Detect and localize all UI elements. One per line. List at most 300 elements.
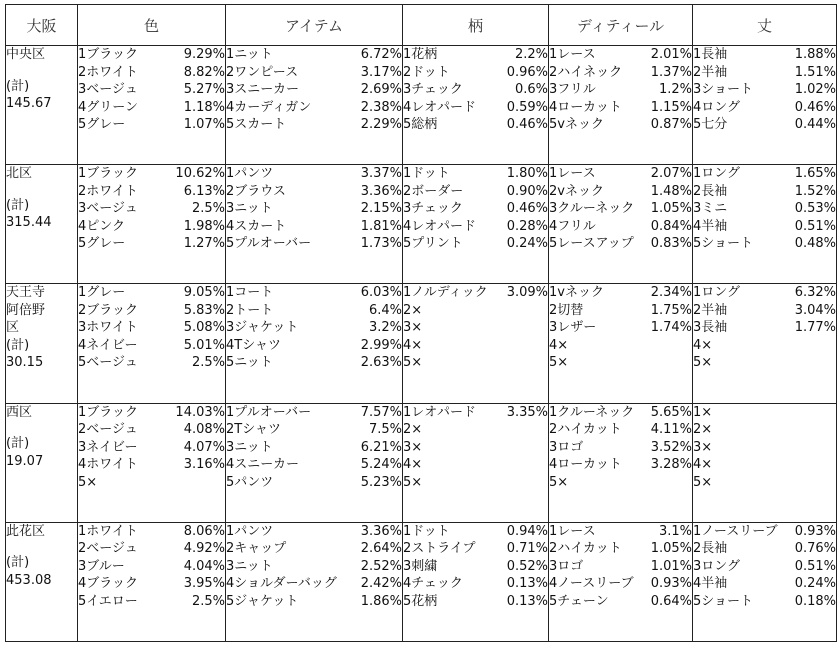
ranking-entry bbox=[78, 523, 225, 541]
entry-label: 2切替 bbox=[549, 302, 584, 318]
entry-percent: 4.92% bbox=[183, 541, 225, 557]
entry-percent: 3.09% bbox=[506, 285, 548, 301]
spacer bbox=[6, 421, 77, 435]
entry-label: 5イエロー bbox=[78, 593, 138, 609]
entry-label: 4Tシャツ bbox=[226, 337, 281, 353]
entry-label: 1レース bbox=[549, 47, 596, 62]
ranking-entry bbox=[403, 456, 548, 474]
ranking-entry bbox=[78, 319, 225, 337]
entry-percent: 1.88% bbox=[794, 47, 836, 62]
table-row bbox=[6, 522, 837, 641]
entry-label: 2ホワイト bbox=[78, 183, 138, 199]
ranking-entry bbox=[78, 235, 225, 253]
ranking-entry bbox=[549, 404, 692, 422]
entry-label: 3ロゴ bbox=[549, 439, 584, 455]
ranking-entry bbox=[549, 81, 692, 99]
ranking-entry bbox=[693, 404, 836, 422]
ranking-entry bbox=[693, 64, 836, 82]
ranking-entry bbox=[403, 439, 548, 457]
entry-percent: 10.62% bbox=[175, 166, 225, 182]
entry-percent: 0.76% bbox=[794, 541, 836, 557]
entry-label: 1ブラック bbox=[78, 404, 139, 420]
entry-percent: 1.05% bbox=[650, 541, 692, 557]
ranking-entry bbox=[226, 593, 402, 611]
entry-label: 3ニット bbox=[226, 439, 273, 455]
entry-label: 1ホワイト bbox=[78, 523, 138, 539]
entry-label: 1ニット bbox=[226, 47, 273, 62]
entry-percent bbox=[688, 474, 692, 492]
entry-percent: 3.95% bbox=[183, 576, 225, 592]
ranking-entry bbox=[226, 218, 402, 236]
total-value: 315.44 bbox=[6, 215, 52, 231]
column-header-detail: ディティール bbox=[549, 5, 693, 46]
entry-percent: 2.38% bbox=[360, 99, 402, 115]
ranking-entry bbox=[403, 558, 548, 576]
entry-label: 2ベージュ bbox=[78, 541, 138, 557]
ranking-entry bbox=[403, 218, 548, 236]
ranking-entry bbox=[549, 540, 692, 558]
entry-percent: 3.36% bbox=[360, 183, 402, 199]
entry-label: 2ボーダー bbox=[403, 183, 464, 199]
entry-label: 5× bbox=[403, 474, 423, 490]
area-cell bbox=[6, 165, 78, 284]
entry-label: 1ドット bbox=[403, 166, 450, 182]
ranking-entry bbox=[226, 575, 402, 593]
ranking-cell-length bbox=[693, 403, 837, 522]
column-header-length: 丈 bbox=[693, 5, 837, 46]
column-header-item: アイテム bbox=[226, 5, 403, 46]
ranking-entry bbox=[549, 165, 692, 183]
spacer bbox=[6, 540, 77, 554]
ranking-entry bbox=[78, 81, 225, 99]
spacer bbox=[6, 183, 77, 197]
entry-percent: 0.6% bbox=[514, 82, 548, 97]
entry-label: 5× bbox=[78, 474, 98, 490]
ranking-cell-detail bbox=[549, 165, 693, 284]
entry-percent: 1.18% bbox=[183, 99, 225, 115]
entry-label: 3クルーネック bbox=[549, 201, 635, 217]
ranking-entry bbox=[693, 456, 836, 474]
ranking-entry bbox=[693, 319, 836, 337]
ranking-entry bbox=[693, 200, 836, 218]
column-header-pattern: 柄 bbox=[403, 5, 549, 46]
ranking-entry bbox=[226, 456, 402, 474]
entry-label: 5スカート bbox=[226, 117, 287, 132]
entry-percent: 0.90% bbox=[506, 183, 548, 199]
ranking-entry bbox=[78, 540, 225, 558]
area-name: 此花区 bbox=[6, 523, 46, 539]
ranking-entry bbox=[78, 64, 225, 82]
entry-label: 3レザー bbox=[549, 320, 597, 336]
ranking-entry bbox=[403, 593, 548, 611]
entry-percent: 0.46% bbox=[506, 117, 548, 132]
entry-percent bbox=[832, 404, 836, 422]
entry-label: 5× bbox=[403, 355, 423, 371]
ranking-entry bbox=[78, 404, 225, 422]
ranking-entry bbox=[403, 474, 548, 492]
entry-label: 1グレー bbox=[78, 285, 126, 301]
entry-percent: 0.13% bbox=[506, 593, 548, 609]
entry-label: 5ニット bbox=[226, 355, 273, 371]
entry-percent: 0.59% bbox=[506, 99, 548, 115]
entry-label: 2ホワイト bbox=[78, 64, 138, 80]
entry-percent bbox=[221, 474, 225, 492]
ranking-entry bbox=[78, 116, 225, 134]
ranking-cell-pattern bbox=[403, 522, 549, 641]
entry-label: 3チェック bbox=[403, 201, 463, 217]
entry-percent: 3.37% bbox=[360, 166, 402, 182]
entry-label: 2ハイカット bbox=[549, 541, 622, 557]
ranking-entry bbox=[226, 421, 402, 439]
entry-percent: 0.13% bbox=[506, 576, 548, 592]
entry-percent bbox=[544, 354, 548, 372]
ranking-entry bbox=[226, 337, 402, 355]
ranking-cell-detail bbox=[549, 46, 693, 165]
ranking-entry bbox=[693, 235, 836, 253]
ranking-entry bbox=[78, 99, 225, 117]
entry-label: 1長袖 bbox=[693, 47, 728, 62]
entry-percent bbox=[688, 354, 692, 372]
ranking-entry bbox=[693, 81, 836, 99]
entry-label: 3ベージュ bbox=[78, 82, 138, 97]
ranking-entry bbox=[693, 421, 836, 439]
ranking-entry bbox=[693, 439, 836, 457]
entry-percent: 6.4% bbox=[368, 302, 402, 318]
ranking-cell-length bbox=[693, 46, 837, 165]
entry-label: 3× bbox=[403, 439, 423, 455]
entry-label: 4スニーカー bbox=[226, 457, 300, 473]
entry-percent: 0.52% bbox=[506, 558, 548, 574]
entry-label: 3× bbox=[693, 439, 713, 455]
entry-label: 3ホワイト bbox=[78, 320, 138, 336]
header-row bbox=[6, 5, 837, 46]
entry-percent: 8.06% bbox=[183, 523, 225, 539]
entry-label: 4半袖 bbox=[693, 576, 728, 592]
entry-label: 1レース bbox=[549, 166, 596, 182]
entry-label: 3ジャケット bbox=[226, 320, 299, 336]
ranking-entry bbox=[403, 523, 548, 541]
entry-percent: 0.94% bbox=[506, 523, 548, 539]
ranking-entry bbox=[226, 404, 402, 422]
entry-label: 4ローカット bbox=[549, 457, 622, 473]
ranking-entry bbox=[78, 575, 225, 593]
area-cell bbox=[6, 46, 78, 165]
ranking-entry bbox=[403, 302, 548, 320]
entry-label: 2キャップ bbox=[226, 541, 287, 557]
entry-label: 4レオパード bbox=[403, 99, 477, 115]
entry-label: 5× bbox=[693, 355, 713, 371]
entry-label: 2長袖 bbox=[693, 183, 728, 199]
entry-label: 1クルーネック bbox=[549, 404, 635, 420]
entry-percent bbox=[832, 354, 836, 372]
total-label: (計) bbox=[6, 197, 30, 213]
entry-percent: 0.51% bbox=[794, 218, 836, 234]
entry-label: 3フリル bbox=[549, 82, 596, 97]
entry-percent: 3.04% bbox=[794, 302, 836, 318]
entry-percent: 5.24% bbox=[360, 457, 402, 473]
entry-percent: 7.57% bbox=[360, 404, 402, 420]
entry-percent: 3.52% bbox=[650, 439, 692, 455]
table-row bbox=[6, 165, 837, 284]
ranking-entry bbox=[549, 456, 692, 474]
ranking-entry bbox=[403, 319, 548, 337]
entry-label: 4ロング bbox=[693, 99, 741, 115]
table-row bbox=[6, 284, 837, 403]
entry-percent: 9.05% bbox=[183, 285, 225, 301]
ranking-entry bbox=[693, 165, 836, 183]
entry-percent: 0.93% bbox=[650, 576, 692, 592]
ranking-entry bbox=[693, 284, 836, 302]
ranking-entry bbox=[78, 354, 225, 372]
entry-percent bbox=[544, 456, 548, 474]
total-label: (計) bbox=[6, 555, 30, 571]
entry-percent: 2.07% bbox=[650, 166, 692, 182]
ranking-entry bbox=[226, 99, 402, 117]
entry-percent: 0.64% bbox=[650, 593, 692, 609]
ranking-entry bbox=[226, 81, 402, 99]
entry-label: 2ハイカット bbox=[549, 422, 622, 438]
entry-label: 4ローカット bbox=[549, 99, 622, 115]
entry-percent: 1.75% bbox=[650, 302, 692, 318]
entry-percent: 1.77% bbox=[794, 320, 836, 336]
area-name: 北区 bbox=[6, 166, 33, 182]
entry-percent: 3.1% bbox=[658, 523, 692, 539]
entry-label: 2vネック bbox=[549, 183, 604, 199]
entry-label: 4半袖 bbox=[693, 218, 728, 234]
entry-label: 2半袖 bbox=[693, 302, 728, 318]
entry-percent: 3.2% bbox=[368, 320, 402, 336]
ranking-cell-pattern bbox=[403, 284, 549, 403]
ranking-entry bbox=[549, 235, 692, 253]
ranking-entry bbox=[549, 474, 692, 492]
entry-percent: 1.05% bbox=[650, 201, 692, 217]
ranking-entry bbox=[549, 99, 692, 117]
ranking-entry bbox=[403, 99, 548, 117]
total-value: 30.15 bbox=[6, 355, 44, 371]
ranking-entry bbox=[226, 302, 402, 320]
ranking-entry bbox=[403, 235, 548, 253]
ranking-entry bbox=[403, 540, 548, 558]
ranking-entry bbox=[549, 575, 692, 593]
ranking-entry bbox=[78, 165, 225, 183]
entry-label: 2ベージュ bbox=[78, 422, 138, 438]
entry-label: 3スニーカー bbox=[226, 82, 300, 97]
entry-label: 5ショート bbox=[693, 593, 754, 609]
ranking-cell-pattern bbox=[403, 403, 549, 522]
ranking-entry bbox=[78, 337, 225, 355]
ranking-entry bbox=[226, 165, 402, 183]
ranking-table bbox=[5, 4, 837, 642]
entry-label: 5グレー bbox=[78, 236, 126, 252]
entry-label: 1ノースリーブ bbox=[693, 523, 778, 539]
entry-percent: 5.83% bbox=[183, 302, 225, 318]
entry-label: 5ショート bbox=[693, 236, 754, 252]
ranking-entry bbox=[693, 302, 836, 320]
entry-percent bbox=[832, 474, 836, 492]
entry-label: 3× bbox=[403, 320, 423, 336]
total-value: 19.07 bbox=[6, 453, 44, 469]
entry-label: 5グレー bbox=[78, 117, 126, 132]
entry-percent: 6.72% bbox=[360, 47, 402, 62]
ranking-entry bbox=[226, 183, 402, 201]
entry-label: 4× bbox=[693, 457, 713, 473]
entry-label: 3ニット bbox=[226, 201, 273, 217]
entry-percent: 2.99% bbox=[360, 337, 402, 353]
entry-label: 3ネイビー bbox=[78, 439, 138, 455]
entry-label: 5プリント bbox=[403, 236, 463, 252]
ranking-cell-length bbox=[693, 284, 837, 403]
ranking-cell-color bbox=[78, 284, 226, 403]
entry-label: 5ベージュ bbox=[78, 355, 138, 371]
entry-label: 1レース bbox=[549, 523, 596, 539]
entry-label: 2トート bbox=[226, 302, 274, 318]
ranking-entry bbox=[693, 354, 836, 372]
entry-label: 2ストライプ bbox=[403, 541, 476, 557]
ranking-entry bbox=[226, 64, 402, 82]
entry-label: 1ブラック bbox=[78, 47, 139, 62]
entry-percent bbox=[832, 337, 836, 355]
entry-label: 5花柄 bbox=[403, 593, 438, 609]
ranking-entry bbox=[403, 575, 548, 593]
ranking-entry bbox=[226, 540, 402, 558]
entry-label: 2ブラウス bbox=[226, 183, 286, 199]
ranking-entry bbox=[78, 474, 225, 492]
entry-label: 4× bbox=[403, 457, 423, 473]
entry-label: 2× bbox=[403, 422, 423, 438]
ranking-entry bbox=[549, 218, 692, 236]
region-title: 大阪 bbox=[6, 5, 78, 46]
entry-label: 4スカート bbox=[226, 218, 287, 234]
ranking-entry bbox=[403, 421, 548, 439]
entry-label: 1レオパード bbox=[403, 404, 477, 420]
ranking-entry bbox=[226, 354, 402, 372]
ranking-entry bbox=[78, 183, 225, 201]
entry-label: 4グリーン bbox=[78, 99, 139, 115]
entry-label: 3ロング bbox=[693, 558, 741, 574]
entry-percent: 0.28% bbox=[506, 218, 548, 234]
entry-label: 3ブルー bbox=[78, 558, 125, 574]
ranking-entry bbox=[403, 337, 548, 355]
ranking-cell-item bbox=[226, 284, 403, 403]
entry-label: 3長袖 bbox=[693, 320, 728, 336]
ranking-entry bbox=[549, 183, 692, 201]
entry-percent: 0.18% bbox=[794, 593, 836, 609]
ranking-entry bbox=[403, 284, 548, 302]
ranking-cell-color bbox=[78, 403, 226, 522]
entry-percent: 1.80% bbox=[506, 166, 548, 182]
entry-percent bbox=[544, 474, 548, 492]
area-name: 天王寺 bbox=[6, 285, 46, 301]
entry-label: 4× bbox=[549, 337, 569, 353]
entry-percent: 6.03% bbox=[360, 285, 402, 301]
entry-percent: 0.84% bbox=[650, 218, 692, 234]
ranking-entry bbox=[78, 421, 225, 439]
entry-percent: 0.46% bbox=[794, 99, 836, 115]
ranking-entry bbox=[403, 354, 548, 372]
entry-percent: 6.32% bbox=[794, 285, 836, 301]
entry-percent: 4.08% bbox=[183, 422, 225, 438]
entry-percent: 2.5% bbox=[191, 201, 225, 217]
entry-percent: 1.48% bbox=[650, 183, 692, 199]
entry-percent: 1.2% bbox=[658, 82, 692, 97]
entry-percent: 3.17% bbox=[360, 64, 402, 80]
ranking-entry bbox=[403, 116, 548, 134]
entry-percent: 0.53% bbox=[794, 201, 836, 217]
ranking-entry bbox=[693, 558, 836, 576]
entry-percent: 1.01% bbox=[650, 558, 692, 574]
entry-percent: 2.52% bbox=[360, 558, 402, 574]
ranking-entry bbox=[549, 593, 692, 611]
ranking-entry bbox=[226, 46, 402, 64]
entry-label: 1ロング bbox=[693, 285, 741, 301]
ranking-entry bbox=[226, 558, 402, 576]
entry-label: 1パンツ bbox=[226, 523, 274, 539]
ranking-entry bbox=[78, 456, 225, 474]
table-row bbox=[6, 403, 837, 522]
entry-label: 1花柄 bbox=[403, 47, 438, 62]
ranking-cell-detail bbox=[549, 284, 693, 403]
ranking-entry bbox=[403, 404, 548, 422]
entry-label: 1プルオーバー bbox=[226, 404, 312, 420]
entry-percent: 5.08% bbox=[183, 320, 225, 336]
ranking-entry bbox=[403, 200, 548, 218]
entry-label: 1vネック bbox=[549, 285, 604, 301]
entry-percent: 4.11% bbox=[650, 422, 692, 438]
total-label: (計) bbox=[6, 436, 30, 452]
total-value: 145.67 bbox=[6, 96, 52, 111]
entry-label: 4チェック bbox=[403, 576, 463, 592]
ranking-entry bbox=[549, 116, 692, 134]
entry-label: 2半袖 bbox=[693, 64, 728, 80]
entry-percent: 6.21% bbox=[360, 439, 402, 455]
entry-label: 4ピンク bbox=[78, 218, 126, 234]
spacer bbox=[6, 64, 77, 78]
ranking-entry bbox=[226, 319, 402, 337]
entry-percent: 0.44% bbox=[794, 117, 836, 132]
entry-percent: 0.93% bbox=[794, 523, 836, 539]
entry-percent bbox=[544, 337, 548, 355]
ranking-entry bbox=[549, 439, 692, 457]
entry-label: 2ドット bbox=[403, 64, 450, 80]
entry-label: 4フリル bbox=[549, 218, 596, 234]
entry-percent: 0.87% bbox=[650, 117, 692, 132]
ranking-entry bbox=[549, 421, 692, 439]
entry-label: 5× bbox=[693, 474, 713, 490]
entry-percent bbox=[832, 456, 836, 474]
entry-percent: 2.15% bbox=[360, 201, 402, 217]
ranking-entry bbox=[693, 337, 836, 355]
ranking-entry bbox=[226, 523, 402, 541]
ranking-entry bbox=[403, 64, 548, 82]
entry-percent: 2.69% bbox=[360, 82, 402, 97]
entry-label: 5レースアップ bbox=[549, 236, 634, 252]
entry-percent: 0.83% bbox=[650, 236, 692, 252]
area-cell bbox=[6, 284, 78, 403]
entry-percent bbox=[544, 439, 548, 457]
ranking-entry bbox=[549, 558, 692, 576]
area-name: 区 bbox=[6, 320, 20, 336]
total-label: (計) bbox=[6, 78, 30, 94]
entry-percent: 2.29% bbox=[360, 117, 402, 132]
entry-percent: 1.73% bbox=[360, 236, 402, 252]
entry-label: 1ロング bbox=[693, 166, 741, 182]
entry-percent: 5.27% bbox=[183, 82, 225, 97]
ranking-entry bbox=[78, 593, 225, 611]
ranking-entry bbox=[549, 200, 692, 218]
entry-label: 3刺繍 bbox=[403, 558, 438, 574]
area-cell bbox=[6, 522, 78, 641]
entry-label: 4ショルダーバッグ bbox=[226, 576, 337, 592]
